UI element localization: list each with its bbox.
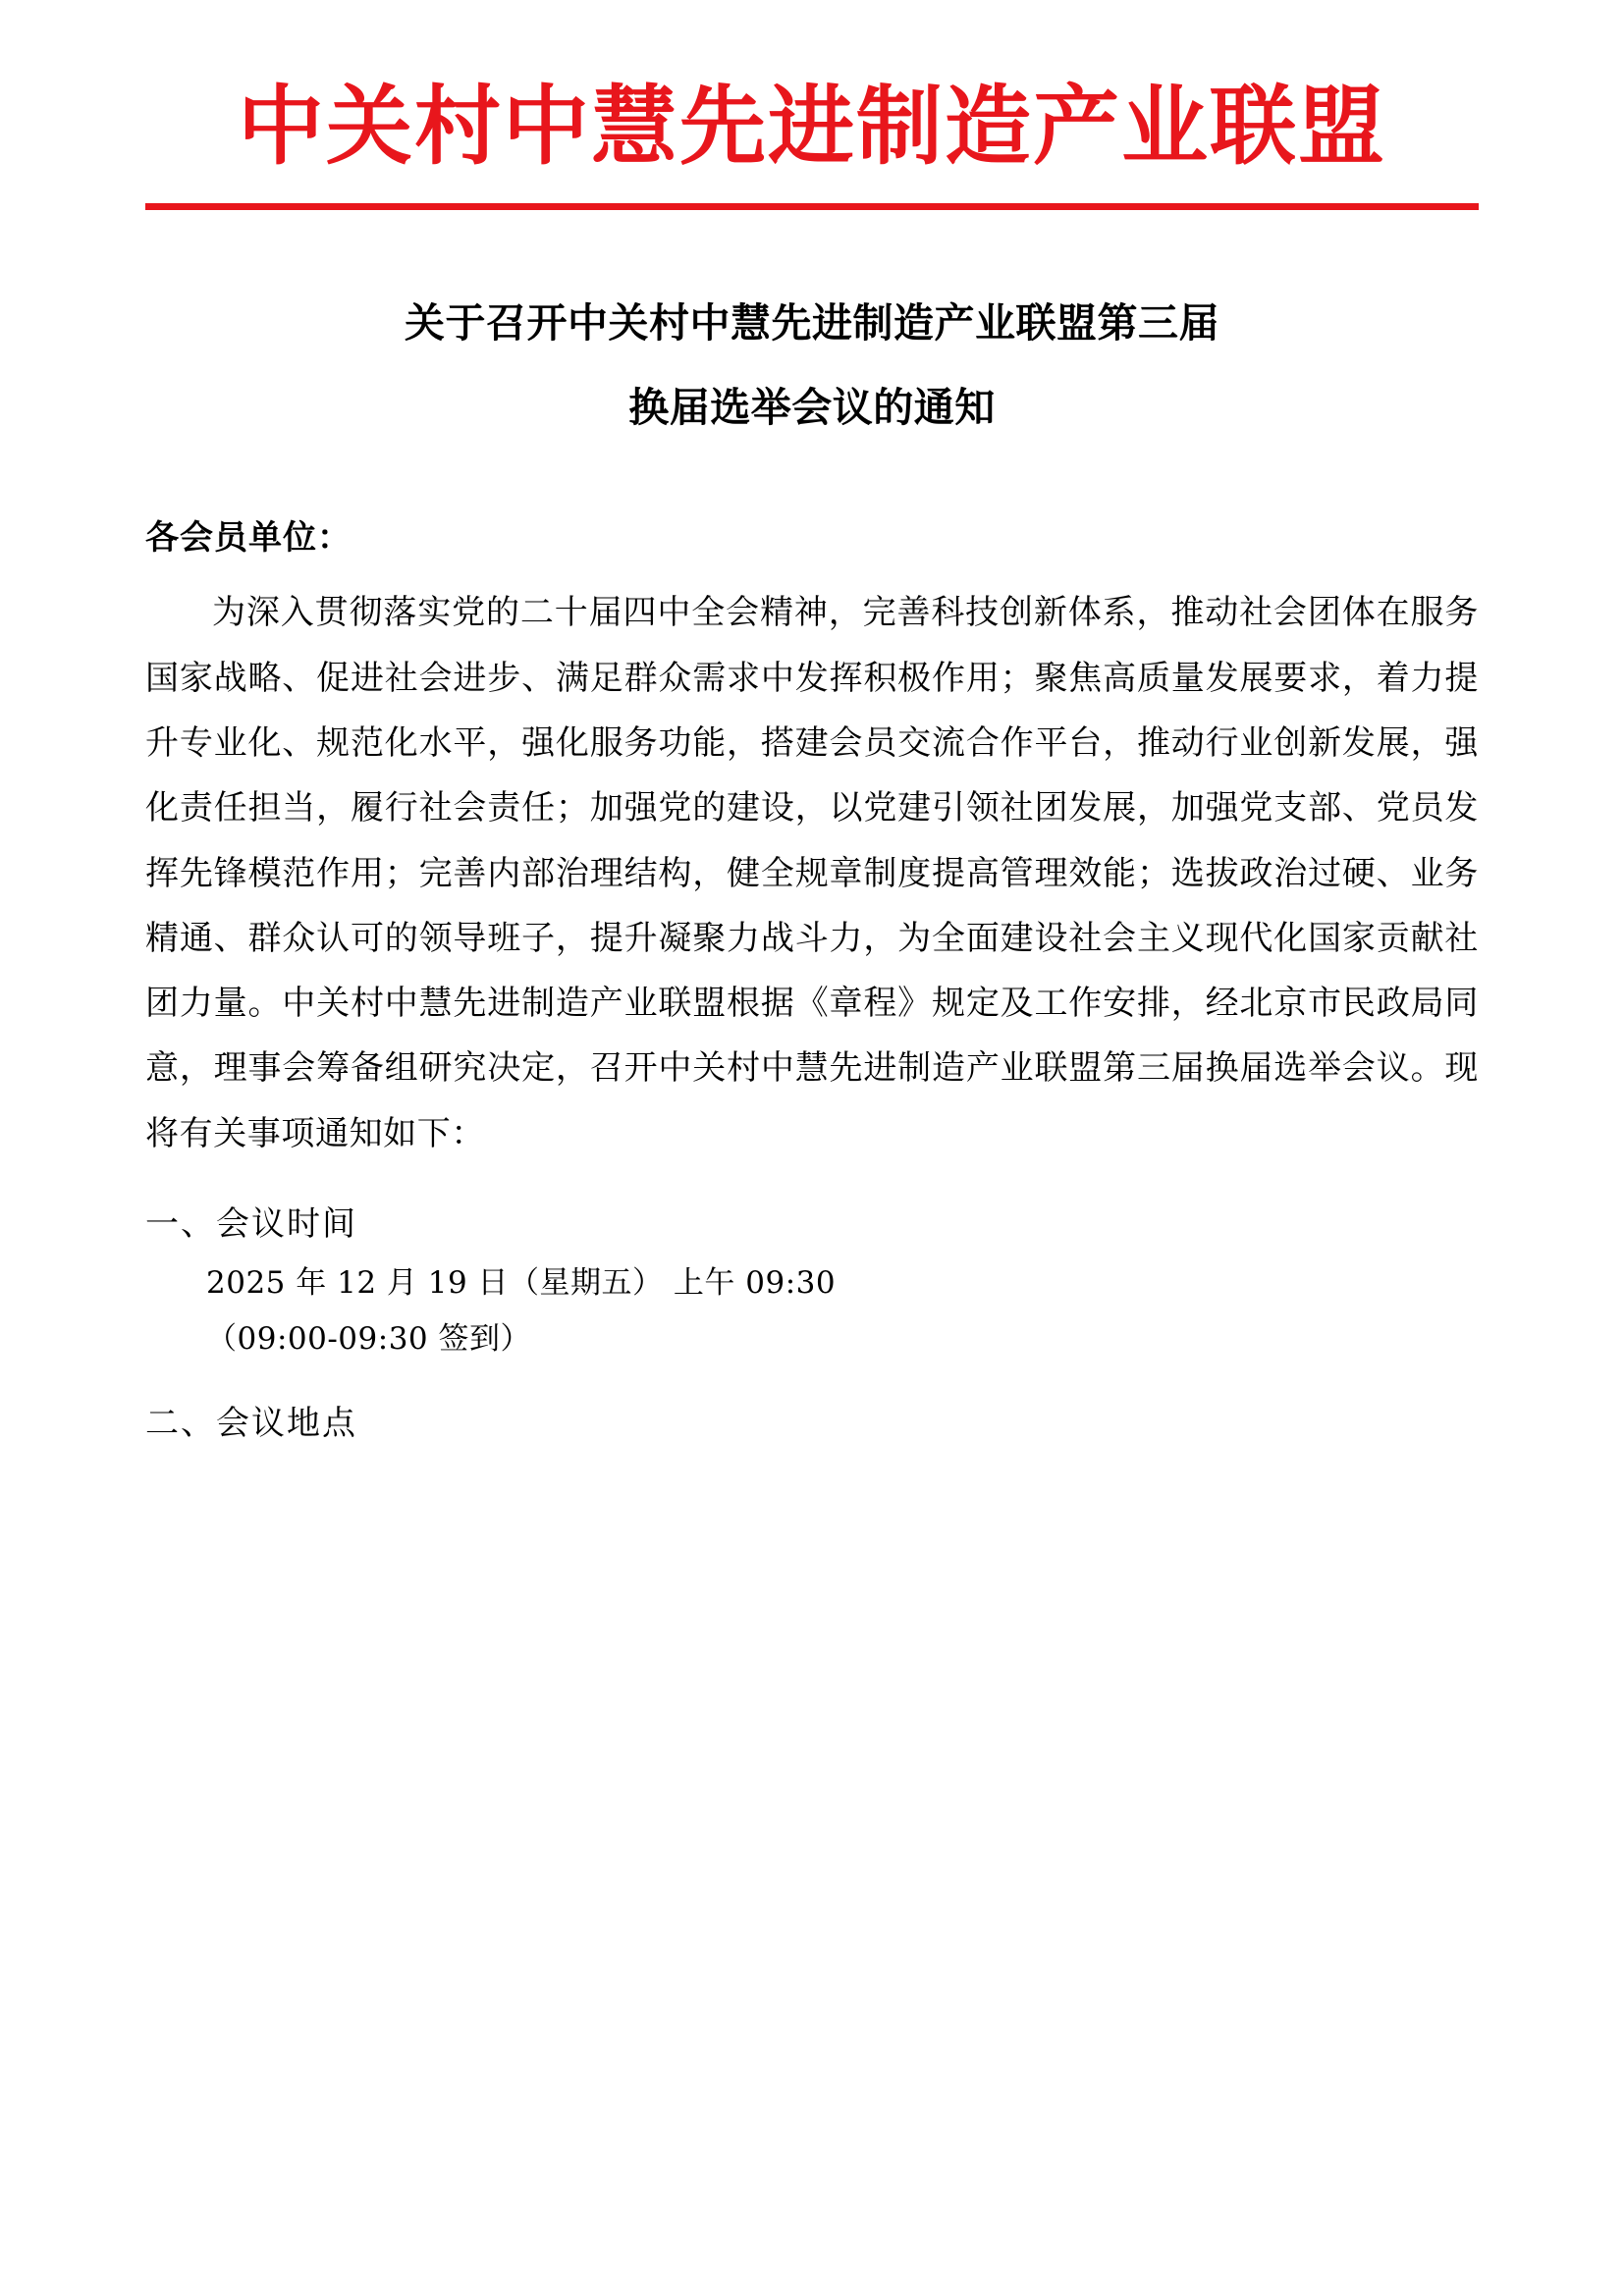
- page-title-line-1: 关于召开中关村中慧先进制造产业联盟第三届: [405, 299, 1219, 347]
- letterhead-organization: 中关村中慧先进制造产业联盟: [237, 75, 1386, 177]
- body-paragraph: 为深入贯彻落实党的二十届四中全会精神，完善科技创新体系，推动社会团体在服务国家战略、促进社会进步、满足群众需求中发挥积极作用；聚焦高质量发展要求，着力提升专业化、规范化水平，强化服务功能，搭建会员交流合作平台，推动行业创新发展，强化责任担当，履行社会责任；加强党的建设，以党建引领社团发展，加强党支部、党员发挥先锋模范作用；完善内部治理结构，健全规章制度提高管理效能；选拔政治过硬、业务精通、群众认可的领导班子，提升凝聚力战斗力，为全面建设社会主义现代化国家贡献社团力量。中关村中慧先进制造产业联盟根据《章程》规定及工作安排，经北京市民政局同意，理事会筹备组研究决定，召开中关村中慧先进制造产业联盟第三届换届选举会议。现将有关事项通知如下：: [145, 593, 1479, 1153]
- section-heading-meeting-location: 二、会议地点: [145, 1403, 357, 1443]
- section-heading-meeting-time: 一、会议时间: [145, 1204, 357, 1245]
- meeting-signin-value: （09:00-09:30 签到）: [206, 1320, 532, 1357]
- page-title-line-2: 换届选举会议的通知: [628, 384, 996, 432]
- letterhead-divider: [145, 203, 1479, 210]
- page-title: [145, 281, 1479, 450]
- meeting-time-value: 2025 年 12 月 19 日（星期五） 上午 09:30: [206, 1265, 837, 1302]
- salutation: 各会员单位：: [145, 518, 352, 559]
